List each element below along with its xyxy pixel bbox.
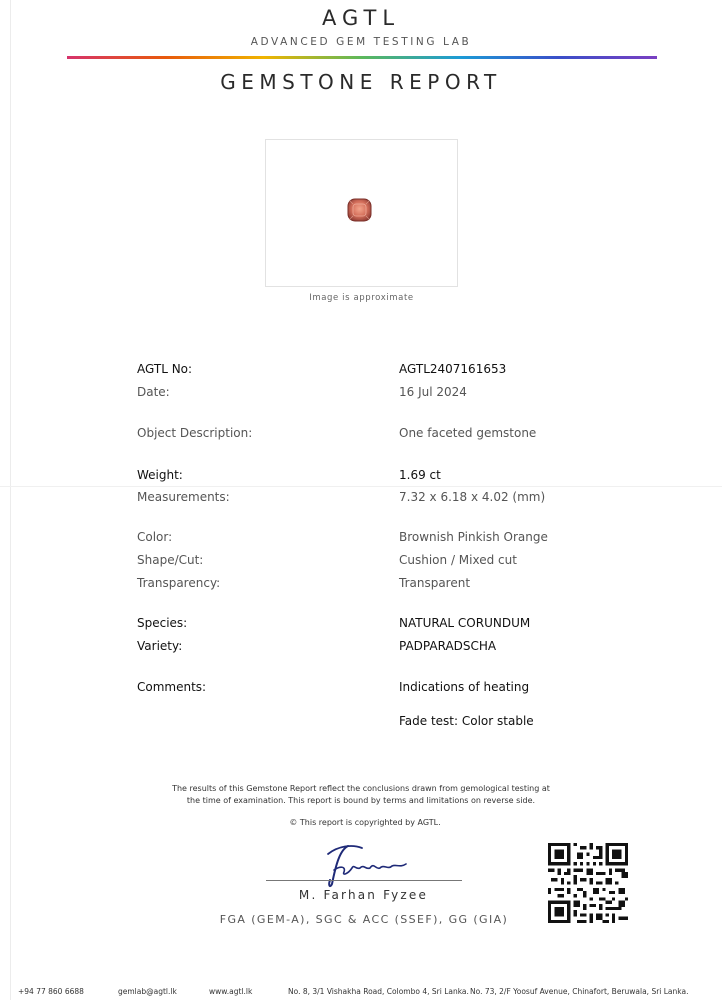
detail-value: 1.69 ct: [399, 468, 441, 482]
detail-row-weight: [0, 468, 722, 486]
comment-line: Indications of heating: [399, 680, 530, 694]
detail-label: Measurements:: [137, 490, 230, 504]
detail-label: Shape/Cut:: [137, 553, 204, 567]
detail-value: PADPARADSCHA: [399, 639, 497, 653]
detail-row-transparency: [0, 576, 722, 594]
comment-line: Fade test: Color stable: [399, 714, 534, 728]
detail-label: Transparency:: [137, 576, 221, 590]
detail-value: Transparent: [399, 576, 471, 590]
footer-address-colombo: No. 8, 3/1 Vishakha Road, Colombo 4, Sri Lanka.: [288, 987, 469, 996]
brand-logo-text: AGTL: [321, 6, 401, 30]
footer-email: gemlab@agtl.lk: [118, 987, 177, 996]
detail-row-shape-cut: [0, 553, 722, 571]
signature-line: [266, 880, 462, 881]
detail-value: One faceted gemstone: [399, 426, 537, 440]
disclaimer-line: the time of examination. This report is bound by terms and limitations on reverse side.: [186, 796, 536, 805]
gemstone-image: [347, 198, 372, 222]
detail-label: Weight:: [137, 468, 183, 482]
detail-label: Object Description:: [137, 426, 253, 440]
qr-code: [548, 843, 628, 923]
detail-row-agtl-no: [0, 362, 722, 380]
detail-row-date: [0, 385, 722, 403]
detail-row-measurements: [0, 490, 722, 508]
signatory-name: M. Farhan Fyzee: [298, 888, 429, 902]
detail-value: 7.32 x 6.18 x 4.02 (mm): [399, 490, 546, 504]
disclaimer: [0, 783, 722, 807]
detail-value: NATURAL CORUNDUM: [399, 616, 531, 630]
detail-label: Species:: [137, 616, 188, 630]
detail-label: Color:: [137, 530, 173, 544]
detail-row-comments: [0, 680, 722, 698]
footer-phone: +94 77 860 6688: [18, 987, 84, 996]
disclaimer-line: The results of this Gemstone Report reflect the conclusions drawn from gemological testing at: [172, 784, 550, 793]
detail-row-variety: [0, 639, 722, 657]
detail-label: Date:: [137, 385, 170, 399]
copyright-notice: © This report is copyrighted by AGTL.: [289, 818, 441, 827]
detail-row-species: [0, 616, 722, 634]
footer-address-beruwala: No. 73, 2/F Yoosuf Avenue, Chinafort, Beruwala, Sri Lanka.: [470, 987, 689, 996]
comments-label: Comments:: [137, 680, 207, 694]
rainbow-divider: [67, 56, 657, 59]
detail-row-object-description: [0, 426, 722, 444]
detail-value: AGTL2407161653: [399, 362, 507, 376]
detail-row-color: [0, 530, 722, 548]
image-caption: Image is approximate: [309, 293, 414, 303]
scan-fold-line: [0, 486, 722, 487]
detail-value: Cushion / Mixed cut: [399, 553, 517, 567]
detail-label: Variety:: [137, 639, 183, 653]
lab-name: ADVANCED GEM TESTING LAB: [250, 36, 472, 48]
report-title: GEMSTONE REPORT: [220, 70, 502, 94]
detail-value: Brownish Pinkish Orange: [399, 530, 548, 544]
detail-value: 16 Jul 2024: [399, 385, 467, 399]
detail-label: AGTL No:: [137, 362, 193, 376]
signatory-credentials: FGA (GEM-A), SGC & ACC (SSEF), GG (GIA): [219, 913, 509, 926]
footer-website: www.agtl.lk: [209, 987, 253, 996]
signature: [318, 840, 410, 890]
